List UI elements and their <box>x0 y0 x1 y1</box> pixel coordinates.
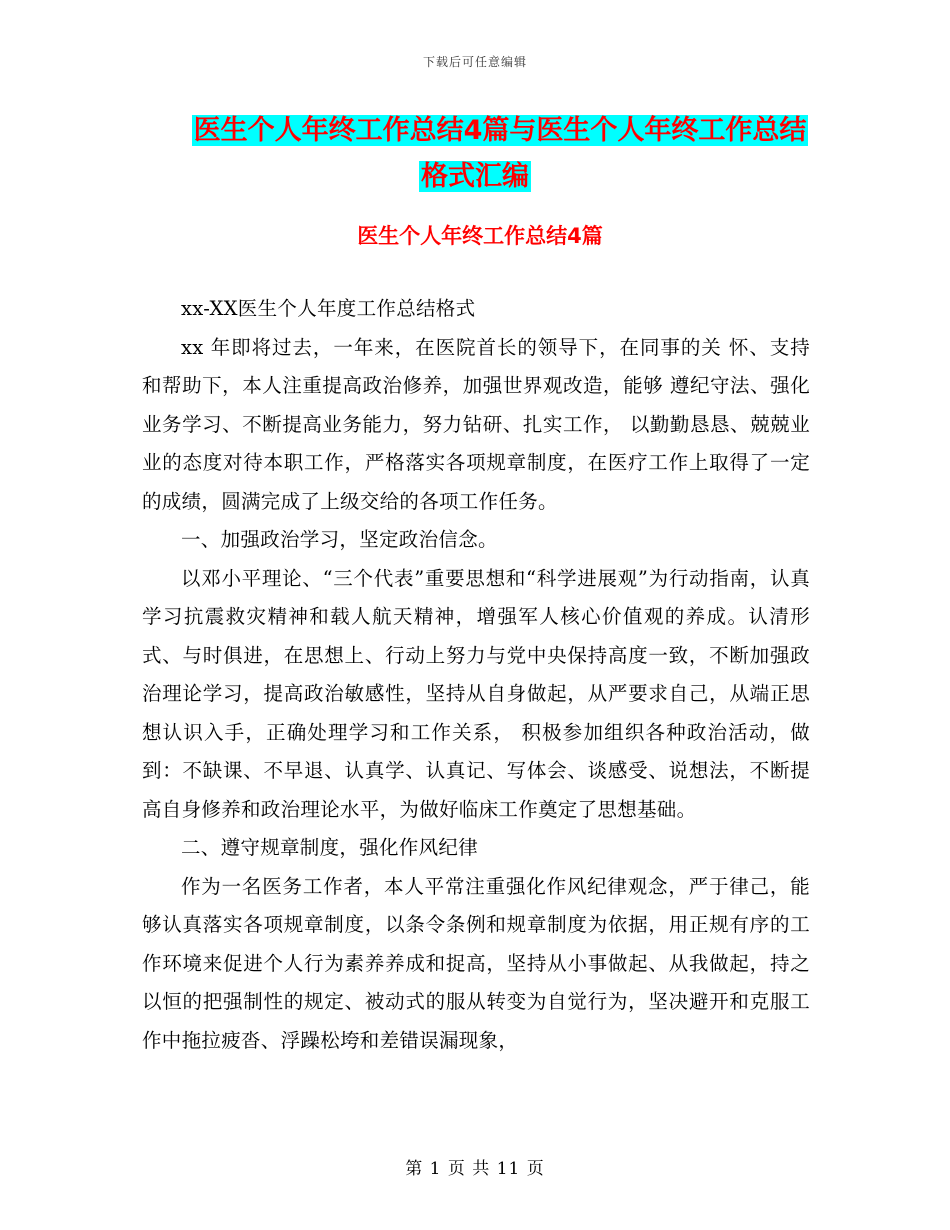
paragraph: xx-XX医生个人年度工作总结格式 <box>181 297 476 320</box>
document-title <box>0 108 950 200</box>
title-line-1: 医生个人年终工作总结4篇与医生个人年终工作总结 <box>193 115 807 146</box>
section-title: 医生个人年终工作总结4篇 <box>357 224 603 248</box>
title-line-2: 格式汇编 <box>421 161 529 192</box>
paragraph: 作为一名医务工作者，本人平常注重强化作风纪律观念，严于律己，能够认真落实各项规章制度，以条令条例和规章制度为依据，用正规有序的工作环境来促进个人行为素养养成和捉高，坚持从小事做起、从我做起，持之以恒的把强制性的规定、被动式的服从转变为自觉行为，坚决避开和克服工作中拖拉疲沓、浮躁松垮和差错误漏现象， <box>142 874 810 1052</box>
document-body <box>142 290 810 1060</box>
paragraph-heading: 二、遵守规章制度，强化作风纪律 <box>181 836 479 859</box>
header-note: 下载后可任意编辑 <box>422 55 527 69</box>
paragraph: 以邓小平理论、“三个代表”重要思想和“科学进展观”为行动指南，认真学习抗震救灾精神和载人航天精神，增强军人核心价值观的养成。认清形式、与时俱进，在思想上、行动上努力与党中央保持高度一致，不断加强政治理论学习，提高政治敏感性，坚持从自身做起，从严要求自己，从端正思想认识入手，正确处理学习和工作关系， 积极参加组织各种政治活动，做到：不缺课、不早退、认真学、认真记、写体会、谈感受、说想法，不断提高自身修养和政治理论水平，为做好临床工作奠定了思想基础。 <box>142 566 810 821</box>
page-footer: 第 1 页 共 11 页 <box>405 1159 545 1179</box>
paragraph: xx 年即将过去，一年来，在医院首长的领导下，在同事的关 怀、支持和帮助下，本人注重提高政治修养，加强世界观改造，能够 遵纪守法、强化业务学习、不断提高业务能力，努力钻研、扎实工作， 以勤勤恳恳、兢兢业业的态度对待本职工作，严格落实各项规章制度，在医疗工作上取得了一定的成绩，圆满完成了上级交给的各项工作任务。 <box>142 335 810 513</box>
paragraph-heading: 一、加强政治学习，坚定政治信念。 <box>181 528 498 551</box>
